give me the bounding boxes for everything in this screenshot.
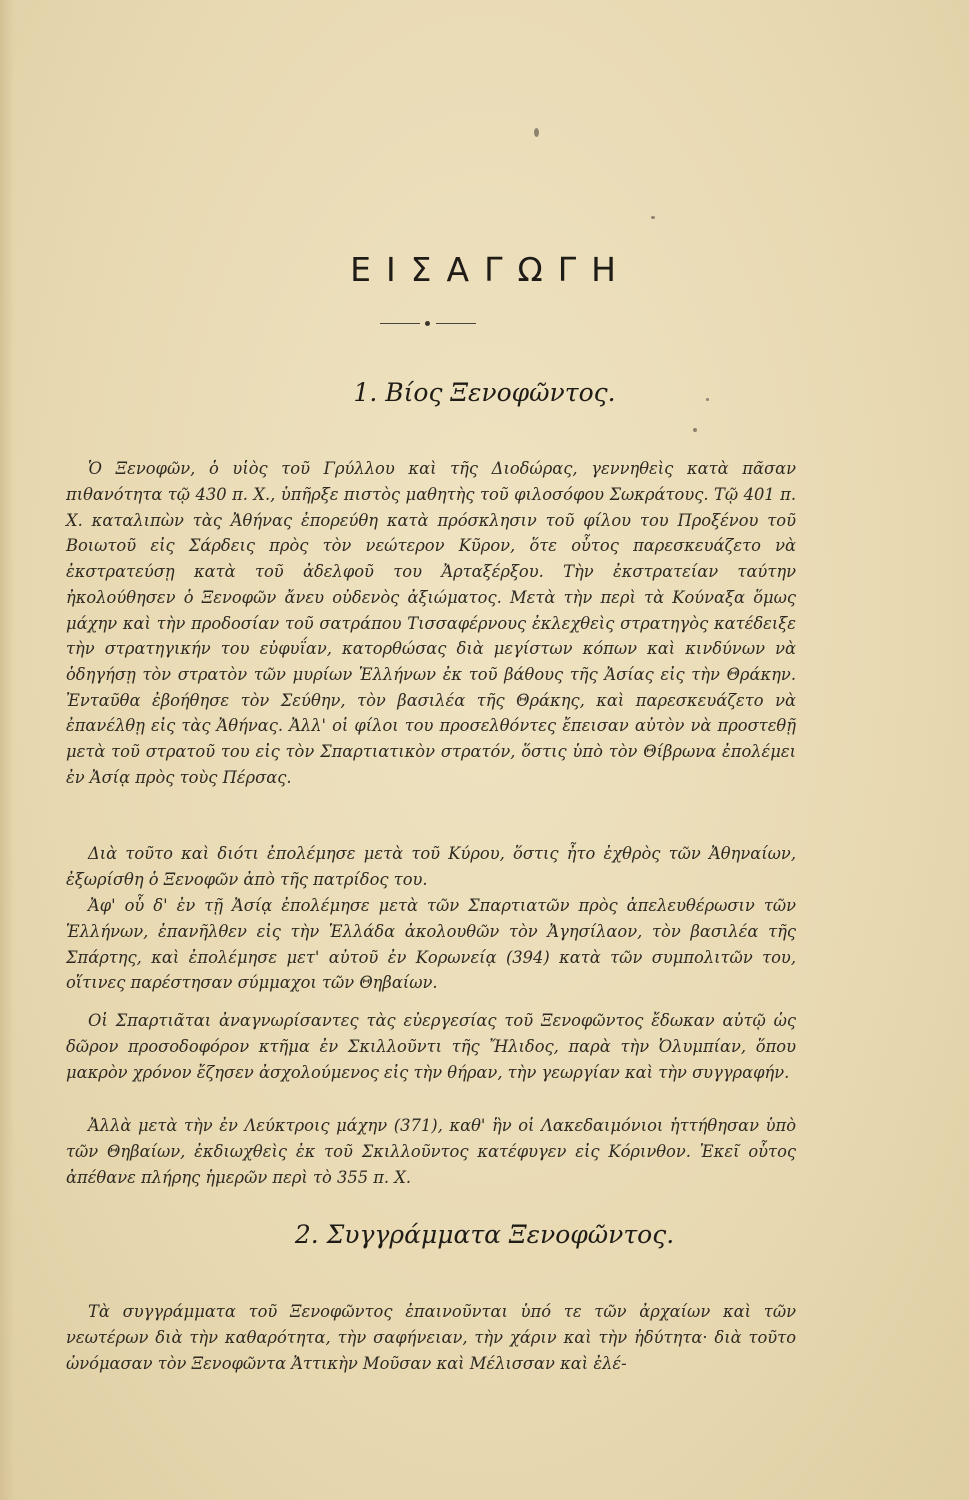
- ornament-dot: [425, 321, 430, 326]
- paragraph: Ἀλλὰ μετὰ τὴν ἐν Λεύκτροις μάχην (371), καθ' ἣν οἱ Λακεδαιμόνιοι ἡττήθησαν ὑπὸ τῶν Θηβαίων, ἐκδιωχθεὶς ἐκ τοῦ Σκιλλοῦντος κατέφυγεν εἰς Κόρινθον. Ἐκεῖ οὗτος ἀπέθανε πλήρης ἡμερῶν περὶ τὸ 355 π. Χ.: [66, 1116, 796, 1187]
- ink-speck: [651, 216, 655, 219]
- paragraph: Ὁ Ξενοφῶν, ὁ υἱὸς τοῦ Γρύλλου καὶ τῆς Διοδώρας, γεννηθεὶς κατὰ πᾶσαν πιθανότητα τῷ 430 π. Χ., ὑπῆρξε πιστὸς μαθητὴς τοῦ φιλοσόφου Σωκράτους. Τῷ 401 π. Χ. καταλιπὼν τὰς Ἀθήνας ἐπορεύθη κατὰ πρόσκλησιν τοῦ φίλου του Προξένου τοῦ Βοιωτοῦ εἰς Σάρδεις πρὸς τὸν νεώτερον Κῦρον, ὅτε οὗτος παρεσκευάζετο νὰ ἐκστρατεύσῃ κατὰ τοῦ ἀδελφοῦ του Ἀρταξέρξου. Τὴν ἐκστρατείαν ταύτην ἠκολούθησεν ὁ Ξενοφῶν ἄνευ οὐδενὸς ἀξιώματος. Μετὰ τὴν περὶ τὰ Κούναξα ὅμως μάχην καὶ τὴν προδοσίαν τοῦ σατράπου Τισσαφέρνους ἐκλεχθεὶς στρατηγὸς κατέδειξε τὴν στρατηγικήν του εὐφυΐαν, κατορθώσας διὰ μεγίστων κόπων καὶ κινδύνων νὰ ὁδηγήσῃ τὸν στρατὸν τῶν μυρίων Ἑλλήνων ἐκ τοῦ βάθους τῆς Ἀσίας εἰς τὴν Θράκην. Ἐνταῦθα ἐβοήθησε τὸν Σεύθην, τὸν βασιλέα τῆς Θράκης, καὶ παρεσκευάζετο νὰ ἐπανέλθῃ εἰς τὰς Ἀθήνας. Ἀλλ' οἱ φίλοι του προσελθόντες ἔπεισαν αὐτὸν νὰ προστεθῇ μετὰ τοῦ στρατοῦ του εἰς τὸν Σπαρτιατικὸν στρατόν, ὅστις ὑπὸ τὸν Θίβρωνα ἐπολέμει ἐν Ἀσίᾳ πρὸς τοὺς Πέρσας.: [66, 459, 796, 787]
- ink-speck: [693, 428, 697, 432]
- page-title: ΕΙΣΑΓΩΓΗ: [350, 250, 631, 289]
- section-heading-life: 1. Βίος Ξενοφῶντος.: [353, 378, 616, 407]
- paragraph: Διὰ τοῦτο καὶ διότι ἐπολέμησε μετὰ τοῦ Κύρου, ὅστις ἦτο ἐχθρὸς τῶν Ἀθηναίων, ἐξωρίσθη ὁ Ξενοφῶν ἀπὸ τῆς πατρίδος του.: [66, 844, 796, 889]
- paragraph: Τὰ συγγράμματα τοῦ Ξενοφῶντος ἐπαινοῦνται ὑπό τε τῶν ἀρχαίων καὶ τῶν νεωτέρων διὰ τὴν καθαρότητα, τὴν σαφήνειαν, τὴν χάριν καὶ τὴν ἡδύτητα· διὰ τοῦτο ὠνόμασαν τὸν Ξενοφῶντα Ἀττικὴν Μοῦσαν καὶ Μέλισσαν καὶ ἐλέ-: [66, 1302, 796, 1373]
- section-heading-writings: 2. Συγγράμματα Ξενοφῶντος.: [294, 1220, 675, 1249]
- ornament-rule-right: [436, 323, 476, 324]
- paragraph: Οἱ Σπαρτιᾶται ἀναγνωρίσαντες τὰς εὐεργεσίας τοῦ Ξενοφῶντος ἔδωκαν αὐτῷ ὡς δῶρον προσοδοφόρον κτῆμα ἐν Σκιλλοῦντι τῆς Ἤλιδος, παρὰ τὴν Ὀλυμπίαν, ὅπου μακρὸν χρόνον ἔζησεν ἀσχολούμενος εἰς τὴν θήραν, τὴν γεωργίαν καὶ τὴν συγγραφήν.: [66, 1011, 796, 1082]
- paragraph: Ἀφ' οὗ δ' ἐν τῇ Ἀσίᾳ ἐπολέμησε μετὰ τῶν Σπαρτιατῶν πρὸς ἀπελευθέρωσιν τῶν Ἑλλήνων, ἐπανῆλθεν εἰς τὴν Ἑλλάδα ἀκολουθῶν τὸν Ἀγησίλαον, τὸν βασιλέα τῆς Σπάρτης, καὶ ἐπολέμησε μετ' αὐτοῦ ἐν Κορωνείᾳ (394) κατὰ τῶν συμπολιτῶν του, οἵτινες παρέστησαν σύμμαχοι τῶν Θηβαίων.: [66, 896, 796, 993]
- ornament-rule-left: [380, 323, 420, 324]
- page-edge-shadow: [0, 0, 14, 1500]
- title-ornament: [380, 322, 476, 326]
- ink-speck: [534, 128, 539, 137]
